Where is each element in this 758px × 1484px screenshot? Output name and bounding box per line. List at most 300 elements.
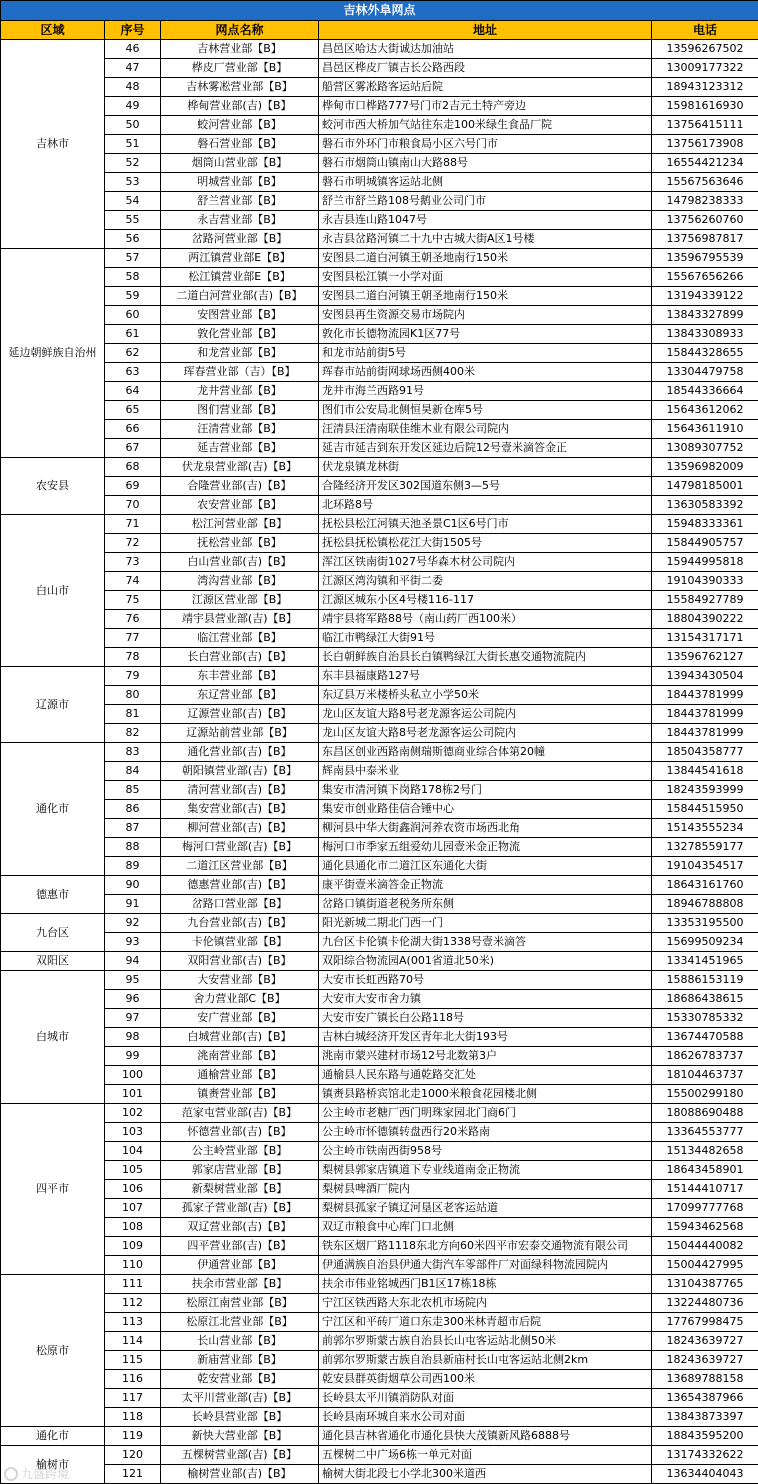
table-row [1, 1028, 758, 1047]
no-cell: 111 [105, 1275, 161, 1294]
table-row [1, 420, 758, 439]
no-cell: 106 [105, 1180, 161, 1199]
table-row [1, 154, 758, 173]
no-cell: 65 [105, 401, 161, 420]
no-cell: 54 [105, 192, 161, 211]
no-cell: 49 [105, 97, 161, 116]
table-row [1, 1351, 758, 1370]
name-cell: 东丰营业部【B】 [161, 667, 319, 686]
name-cell: 松江镇营业部E【B】 [161, 268, 319, 287]
name-cell: 新庙营业部【B】 [161, 1351, 319, 1370]
no-cell: 86 [105, 800, 161, 819]
table-row [1, 648, 758, 667]
table-row [1, 1161, 758, 1180]
name-cell: 通榆营业部【B】 [161, 1066, 319, 1085]
address-cell: 昌邑区桦皮厂镇吉长公路西段 [319, 59, 652, 78]
no-cell: 109 [105, 1237, 161, 1256]
address-cell: 昌邑区哈达大街诚达加油站 [319, 40, 652, 59]
table-row [1, 97, 758, 116]
phone-cell: 13154317171 [652, 629, 758, 648]
address-cell: 伏龙泉镇龙林街 [319, 458, 652, 477]
header-phone: 电话 [652, 21, 758, 40]
phone-cell: 13844541618 [652, 762, 758, 781]
address-cell: 铁东区烟厂路1118东北方向60米四平市宏泰交通物流有限公司 [319, 1237, 652, 1256]
table-row [1, 724, 758, 743]
name-cell: 图们营业部【B】 [161, 401, 319, 420]
address-cell: 伊通满族自治县伊通大街汽车零部件厂对面绿科物流园院内 [319, 1256, 652, 1275]
address-cell: 磐石市明城镇客运站北侧 [319, 173, 652, 192]
address-cell: 前郭尔罗斯蒙古族自治县长山屯客运站北侧50米 [319, 1332, 652, 1351]
table-row [1, 1294, 758, 1313]
phone-cell: 15500299180 [652, 1085, 758, 1104]
table-row [1, 705, 758, 724]
name-cell: 太平川营业部(吉)【B】 [161, 1389, 319, 1408]
phone-cell: 15981616930 [652, 97, 758, 116]
region-cell: 四平市 [1, 1104, 105, 1275]
phone-cell: 14798185001 [652, 477, 758, 496]
name-cell: 范家屯营业部(吉)【B】 [161, 1104, 319, 1123]
name-cell: 永吉营业部【B】 [161, 211, 319, 230]
no-cell: 117 [105, 1389, 161, 1408]
name-cell: 扶余市营业部【B】 [161, 1275, 319, 1294]
table-row [1, 1085, 758, 1104]
no-cell: 110 [105, 1256, 161, 1275]
name-cell: 大安营业部【B】 [161, 971, 319, 990]
no-cell: 102 [105, 1104, 161, 1123]
name-cell: 安图营业部【B】 [161, 306, 319, 325]
table-row [1, 268, 758, 287]
name-cell: 敦化营业部【B】 [161, 325, 319, 344]
name-cell: 镇赉营业部【B】 [161, 1085, 319, 1104]
phone-cell: 14798238333 [652, 192, 758, 211]
no-cell: 57 [105, 249, 161, 268]
phone-cell: 13089307752 [652, 439, 758, 458]
phone-cell: 18544336664 [652, 382, 758, 401]
no-cell: 96 [105, 990, 161, 1009]
no-cell: 103 [105, 1123, 161, 1142]
table-row [1, 667, 758, 686]
phone-cell: 13224480736 [652, 1294, 758, 1313]
phone-cell: 19104354517 [652, 857, 758, 876]
no-cell: 50 [105, 116, 161, 135]
name-cell: 抚松营业部【B】 [161, 534, 319, 553]
name-cell: 松江河营业部【B】 [161, 515, 319, 534]
address-cell: 珲春市站前街网球场西侧400米 [319, 363, 652, 382]
name-cell: 柳河营业部(吉)【B】 [161, 819, 319, 838]
address-cell: 长岭县太平川镇消防队对面 [319, 1389, 652, 1408]
table-row [1, 553, 758, 572]
phone-cell: 13674470588 [652, 1028, 758, 1047]
table-row [1, 116, 758, 135]
phone-cell: 15948333361 [652, 515, 758, 534]
phone-cell: 13596762127 [652, 648, 758, 667]
phone-cell: 13174332622 [652, 1446, 758, 1465]
region-cell: 白城市 [1, 971, 105, 1104]
address-cell: 前郭尔罗斯蒙古族自治县新庙村长山屯客运站北侧2km [319, 1351, 652, 1370]
region-cell: 延边朝鲜族自治州 [1, 249, 105, 458]
address-cell: 吉林白城经济开发区青年北大街193号 [319, 1028, 652, 1047]
name-cell: 汪清营业部【B】 [161, 420, 319, 439]
phone-cell: 13009177322 [652, 59, 758, 78]
name-cell: 辽源营业部(吉)【B】 [161, 705, 319, 724]
name-cell: 五棵树营业部(吉)【B】 [161, 1446, 319, 1465]
name-cell: 江源区营业部【B】 [161, 591, 319, 610]
address-cell: 通化县通化市二道江区东通化大街 [319, 857, 652, 876]
no-cell: 88 [105, 838, 161, 857]
address-cell: 龙井市海兰西路91号 [319, 382, 652, 401]
no-cell: 59 [105, 287, 161, 306]
address-cell: 长岭县南环城自来水公司对面 [319, 1408, 652, 1427]
table-row [1, 743, 758, 762]
table-row [1, 344, 758, 363]
address-cell: 安图县再生资源交易市场院内 [319, 306, 652, 325]
address-cell: 公主岭市铁南西街958号 [319, 1142, 652, 1161]
no-cell: 82 [105, 724, 161, 743]
table-row [1, 1123, 758, 1142]
region-cell: 通化市 [1, 743, 105, 876]
table-row [1, 591, 758, 610]
phone-cell: 15044440082 [652, 1237, 758, 1256]
no-cell: 92 [105, 914, 161, 933]
name-cell: 东辽营业部【B】 [161, 686, 319, 705]
address-cell: 榆树大街北段七小学北300米道西 [319, 1465, 652, 1484]
no-cell: 70 [105, 496, 161, 515]
name-cell: 桦甸营业部(吉)【B】 [161, 97, 319, 116]
header-row [1, 21, 758, 40]
phone-cell: 16554421234 [652, 154, 758, 173]
address-cell: 抚松县抚松镇松花江大街1505号 [319, 534, 652, 553]
phone-cell: 18243639727 [652, 1332, 758, 1351]
table-row [1, 1408, 758, 1427]
watermark [4, 1465, 69, 1482]
address-cell: 公主岭市怀德镇转盘西行20米路南 [319, 1123, 652, 1142]
no-cell: 72 [105, 534, 161, 553]
table-row [1, 439, 758, 458]
name-cell: 磐石营业部【B】 [161, 135, 319, 154]
table-row [1, 857, 758, 876]
no-cell: 47 [105, 59, 161, 78]
address-cell: 扶余市伟业铭城西门B1区17栋18栋 [319, 1275, 652, 1294]
phone-cell: 15143555234 [652, 819, 758, 838]
name-cell: 清河营业部(吉)【B】 [161, 781, 319, 800]
address-cell: 大安市安广镇长白公路118号 [319, 1009, 652, 1028]
name-cell: 和龙营业部【B】 [161, 344, 319, 363]
phone-cell: 18243593999 [652, 781, 758, 800]
address-cell: 大安市大安市舍力镇 [319, 990, 652, 1009]
address-cell: 大安市长虹西路70号 [319, 971, 652, 990]
name-cell: 长山营业部【B】 [161, 1332, 319, 1351]
no-cell: 101 [105, 1085, 161, 1104]
name-cell: 烟筒山营业部【B】 [161, 154, 319, 173]
phone-cell: 18088690488 [652, 1104, 758, 1123]
phone-cell: 13843308933 [652, 325, 758, 344]
phone-cell: 18504358777 [652, 743, 758, 762]
no-cell: 68 [105, 458, 161, 477]
name-cell: 舍力营业部C【B】 [161, 990, 319, 1009]
address-cell: 桦甸市口桦路777号门市2吉元土特产旁边 [319, 97, 652, 116]
name-cell: 孤家子营业部(吉)【B】 [161, 1199, 319, 1218]
no-cell: 99 [105, 1047, 161, 1066]
table-row [1, 1066, 758, 1085]
address-cell: 双阳综合物流园A(001省道北50米) [319, 952, 652, 971]
table-row [1, 819, 758, 838]
table-row [1, 249, 758, 268]
address-cell: 五棵树二中广场6栋一单元对面 [319, 1446, 652, 1465]
name-cell: 长白营业部(吉)【B】 [161, 648, 319, 667]
name-cell: 岔路河营业部【B】 [161, 230, 319, 249]
table-row [1, 933, 758, 952]
phone-cell: 15567563646 [652, 173, 758, 192]
name-cell: 洮南营业部【B】 [161, 1047, 319, 1066]
name-cell: 临江营业部【B】 [161, 629, 319, 648]
name-cell: 卡伦镇营业部【B】 [161, 933, 319, 952]
name-cell: 桦皮厂营业部【B】 [161, 59, 319, 78]
address-cell: 延吉市延吉到东开发区延边后院12号壹米滴答金正 [319, 439, 652, 458]
region-cell: 松原市 [1, 1275, 105, 1427]
table-row [1, 363, 758, 382]
region-cell: 农安县 [1, 458, 105, 515]
phone-cell: 13756173908 [652, 135, 758, 154]
address-cell: 集安市清河镇下岗路178栋2号门 [319, 781, 652, 800]
address-cell: 江源区城东小区4号楼116-117 [319, 591, 652, 610]
phone-cell: 15567656266 [652, 268, 758, 287]
no-cell: 93 [105, 933, 161, 952]
no-cell: 53 [105, 173, 161, 192]
no-cell: 112 [105, 1294, 161, 1313]
no-cell: 77 [105, 629, 161, 648]
table-row [1, 895, 758, 914]
phone-cell: 15584927789 [652, 591, 758, 610]
table-row [1, 1275, 758, 1294]
phone-cell: 18104463737 [652, 1066, 758, 1085]
no-cell: 84 [105, 762, 161, 781]
no-cell: 78 [105, 648, 161, 667]
name-cell: 通化营业部(吉)【B】 [161, 743, 319, 762]
table-row [1, 211, 758, 230]
header-no: 序号 [105, 21, 161, 40]
no-cell: 66 [105, 420, 161, 439]
no-cell: 108 [105, 1218, 161, 1237]
name-cell: 湾沟营业部【B】 [161, 572, 319, 591]
address-cell: 洮南市蒙兴建材市场12号北数第3户 [319, 1047, 652, 1066]
name-cell: 怀德营业部(吉)【B】 [161, 1123, 319, 1142]
no-cell: 48 [105, 78, 161, 97]
table-row [1, 1199, 758, 1218]
address-cell: 图们市公安局北侧恒昊新仓库5号 [319, 401, 652, 420]
phone-cell: 13278559177 [652, 838, 758, 857]
name-cell: 农安营业部【B】 [161, 496, 319, 515]
address-cell: 敦化市长德物流园K1区77号 [319, 325, 652, 344]
table-row [1, 952, 758, 971]
phone-cell: 13756415111 [652, 116, 758, 135]
table-row [1, 496, 758, 515]
no-cell: 105 [105, 1161, 161, 1180]
no-cell: 91 [105, 895, 161, 914]
table-row [1, 876, 758, 895]
phone-cell: 18686438615 [652, 990, 758, 1009]
no-cell: 107 [105, 1199, 161, 1218]
address-cell: 汪清县汪清南联佳维木业有限公司院内 [319, 420, 652, 439]
address-cell: 磐石市烟筒山镇南山大路88号 [319, 154, 652, 173]
name-cell: 九台营业部(吉)【B】 [161, 914, 319, 933]
phone-cell: 15330785332 [652, 1009, 758, 1028]
phone-cell: 18643458901 [652, 1161, 758, 1180]
region-cell: 九台区 [1, 914, 105, 952]
table-row [1, 1427, 758, 1446]
no-cell: 79 [105, 667, 161, 686]
address-cell: 北环路8号 [319, 496, 652, 515]
address-cell: 辉南县中泰米业 [319, 762, 652, 781]
name-cell: 乾安营业部【B】 [161, 1370, 319, 1389]
table-row [1, 610, 758, 629]
table-row [1, 1047, 758, 1066]
no-cell: 64 [105, 382, 161, 401]
phone-cell: 17767998475 [652, 1313, 758, 1332]
table-row [1, 306, 758, 325]
name-cell: 白山营业部(吉)【B】 [161, 553, 319, 572]
table-row [1, 1256, 758, 1275]
no-cell: 104 [105, 1142, 161, 1161]
table-row [1, 1370, 758, 1389]
table-row [1, 287, 758, 306]
address-cell: 和龙市站前街5号 [319, 344, 652, 363]
address-cell: 宁江区和平砖厂道口东走300米林青超市后院 [319, 1313, 652, 1332]
name-cell: 松原江南营业部【B】 [161, 1294, 319, 1313]
name-cell: 蛟河营业部【B】 [161, 116, 319, 135]
no-cell: 71 [105, 515, 161, 534]
address-cell: 长白朝鲜族自治县长白镇鸭绿江大街长惠交通物流院内 [319, 648, 652, 667]
address-cell: 公主岭市老糖厂西门明珠家园北门商6门 [319, 1104, 652, 1123]
name-cell: 明城营业部【B】 [161, 173, 319, 192]
address-cell: 通化县吉林省通化市通化县快大茂镇新风路6888号 [319, 1427, 652, 1446]
table-row [1, 325, 758, 344]
phone-cell: 15944995818 [652, 553, 758, 572]
phone-cell: 13943430504 [652, 667, 758, 686]
header-name: 网点名称 [161, 21, 319, 40]
region-cell: 通化市 [1, 1427, 105, 1446]
name-cell: 二道白河营业部(吉)【B】 [161, 287, 319, 306]
no-cell: 94 [105, 952, 161, 971]
table-row [1, 59, 758, 78]
address-cell: 岔路口镇街道老税务所东侧 [319, 895, 652, 914]
watermark-logo-icon [4, 1467, 18, 1481]
phone-cell: 18943123312 [652, 78, 758, 97]
name-cell: 伊通营业部【B】 [161, 1256, 319, 1275]
address-cell: 浑江区铁南街1027号华森木材公司院内 [319, 553, 652, 572]
table-row [1, 230, 758, 249]
phone-cell: 13843327899 [652, 306, 758, 325]
no-cell: 76 [105, 610, 161, 629]
table-row [1, 971, 758, 990]
table-row [1, 192, 758, 211]
address-cell: 江源区湾沟镇和平街二委 [319, 572, 652, 591]
address-cell: 阳光新城二期北门西一门 [319, 914, 652, 933]
address-cell: 柳河县中华大街鑫润河养农资市场西北角 [319, 819, 652, 838]
address-cell: 抚松县松江河镇天池圣景C1区6号门市 [319, 515, 652, 534]
name-cell: 长岭县营业部【B】 [161, 1408, 319, 1427]
no-cell: 52 [105, 154, 161, 173]
table-row [1, 686, 758, 705]
no-cell: 56 [105, 230, 161, 249]
address-cell: 通榆县人民东路与通乾路交汇处 [319, 1066, 652, 1085]
address-cell: 船营区雾凇路客运站后院 [319, 78, 652, 97]
table-row [1, 629, 758, 648]
table-row [1, 135, 758, 154]
phone-cell: 15844328655 [652, 344, 758, 363]
no-cell: 100 [105, 1066, 161, 1085]
phone-cell: 15643611910 [652, 420, 758, 439]
no-cell: 75 [105, 591, 161, 610]
address-cell: 靖宇县将军路88号（南山药厂西100米） [319, 610, 652, 629]
name-cell: 新梨树营业部【B】 [161, 1180, 319, 1199]
phone-cell: 18243639727 [652, 1351, 758, 1370]
address-cell: 集安市创业路佳信合锤中心 [319, 800, 652, 819]
phone-cell: 15144410717 [652, 1180, 758, 1199]
address-cell: 安图县二道白河镇王朝圣地南行150米 [319, 287, 652, 306]
no-cell: 98 [105, 1028, 161, 1047]
phone-cell: 18643161760 [652, 876, 758, 895]
phone-cell: 15886153119 [652, 971, 758, 990]
no-cell: 63 [105, 363, 161, 382]
no-cell: 81 [105, 705, 161, 724]
name-cell: 德惠营业部(吉)【B】 [161, 876, 319, 895]
address-cell: 乾安县群英街烟草公司西100米 [319, 1370, 652, 1389]
phone-cell: 17099777768 [652, 1199, 758, 1218]
table-row [1, 800, 758, 819]
table-row [1, 1332, 758, 1351]
address-cell: 东丰县福康路127号 [319, 667, 652, 686]
table-row [1, 1313, 758, 1332]
no-cell: 116 [105, 1370, 161, 1389]
phone-cell: 15643612062 [652, 401, 758, 420]
table-row [1, 1446, 758, 1465]
phone-cell: 13341451965 [652, 952, 758, 971]
name-cell: 辽源站前营业部【B】 [161, 724, 319, 743]
header-region: 区域 [1, 21, 105, 40]
table-row [1, 838, 758, 857]
name-cell: 安广营业部【B】 [161, 1009, 319, 1028]
address-cell: 梅河口市季家五组爱幼儿园壹米金正物流 [319, 838, 652, 857]
table-row [1, 781, 758, 800]
phone-cell: 15844905757 [652, 534, 758, 553]
region-cell: 白山市 [1, 515, 105, 667]
phone-cell: 13596982009 [652, 458, 758, 477]
no-cell: 114 [105, 1332, 161, 1351]
region-cell: 德惠市 [1, 876, 105, 914]
no-cell: 85 [105, 781, 161, 800]
no-cell: 58 [105, 268, 161, 287]
region-cell: 榆树市 [1, 1446, 105, 1484]
no-cell: 121 [105, 1465, 161, 1484]
no-cell: 120 [105, 1446, 161, 1465]
name-cell: 延吉营业部【B】 [161, 439, 319, 458]
phone-cell: 18843595200 [652, 1427, 758, 1446]
phone-cell: 18443781999 [652, 724, 758, 743]
address-cell: 梨树县啤酒厂院内 [319, 1180, 652, 1199]
name-cell: 舒兰营业部【B】 [161, 192, 319, 211]
table-row [1, 572, 758, 591]
phone-cell: 18443781999 [652, 686, 758, 705]
phone-cell: 13353195500 [652, 914, 758, 933]
region-cell: 双阳区 [1, 952, 105, 971]
name-cell: 双辽营业部(吉)【B】 [161, 1218, 319, 1237]
no-cell: 51 [105, 135, 161, 154]
phone-cell: 13304479758 [652, 363, 758, 382]
no-cell: 97 [105, 1009, 161, 1028]
phone-cell: 13104387765 [652, 1275, 758, 1294]
address-cell: 镇赉县路桥宾馆北走1000米粮食花园楼北侧 [319, 1085, 652, 1104]
phone-cell: 15134482658 [652, 1142, 758, 1161]
